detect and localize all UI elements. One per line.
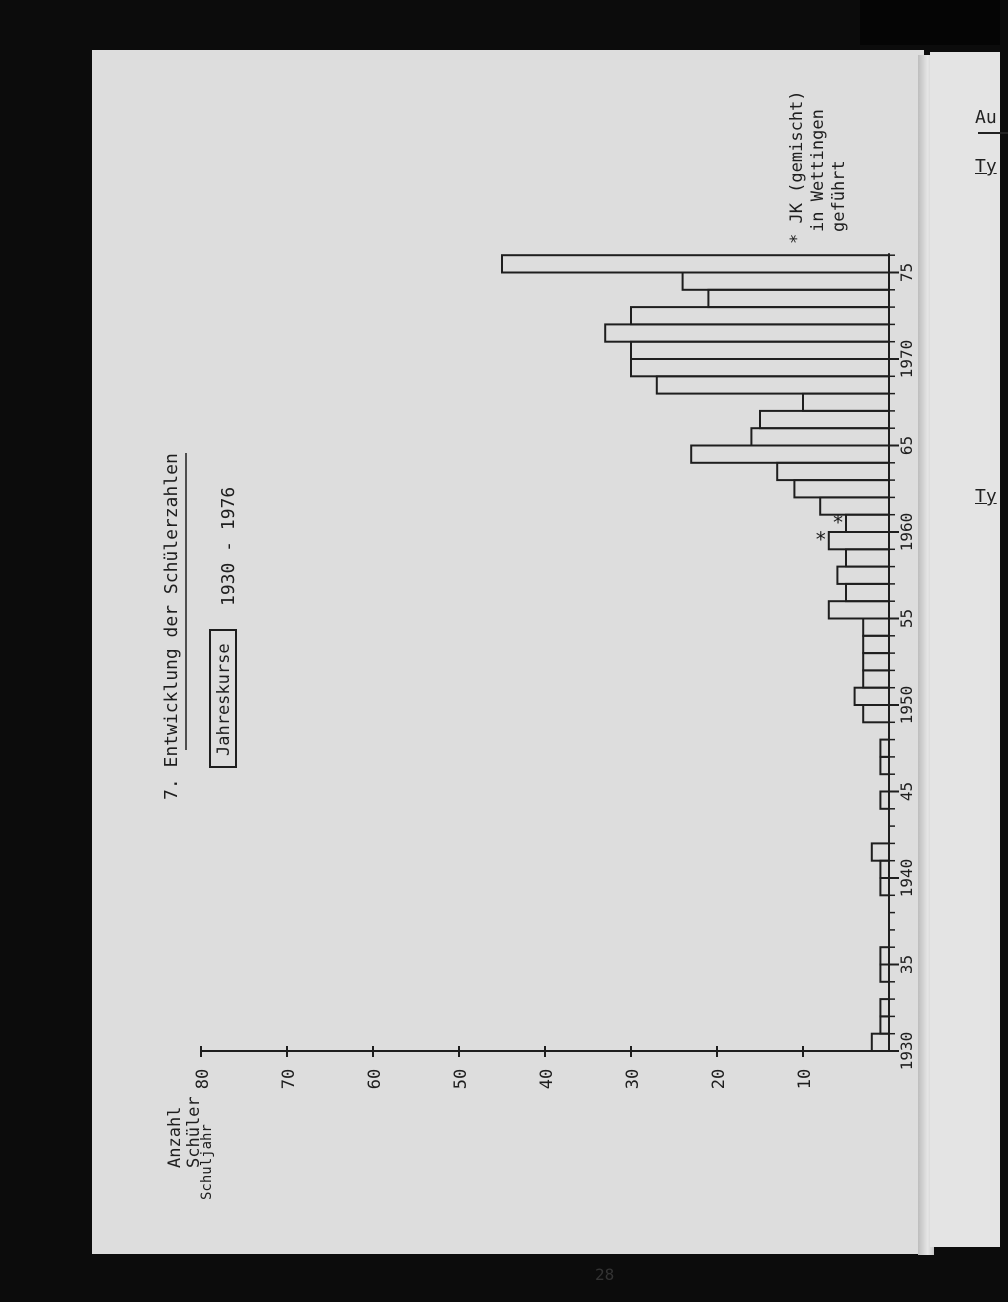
next-page-edge — [930, 52, 1000, 1247]
page-number: 28 — [595, 1265, 615, 1284]
bar-1935 — [880, 947, 889, 964]
bar-1951 — [863, 670, 889, 687]
value-tick-label: 30 — [623, 1068, 643, 1090]
bar-1941 — [872, 843, 889, 860]
bar-1964 — [691, 446, 889, 463]
bar-1952 — [863, 653, 889, 670]
footnote-line-3: geführt — [829, 160, 849, 232]
year-tick-label: 1950 — [897, 685, 916, 725]
bar-1940 — [880, 861, 889, 878]
xlabel: Schuljahr — [199, 1124, 215, 1200]
year-tick-label: 1970 — [897, 339, 916, 379]
bar-1932 — [880, 999, 889, 1016]
value-tick-label: 20 — [709, 1068, 729, 1090]
bar-1965 — [751, 428, 889, 445]
bar-1963 — [777, 463, 889, 480]
next-page-fragment: Ty — [975, 156, 997, 177]
bar-1930 — [872, 1034, 889, 1051]
next-page-rule — [978, 132, 1008, 134]
subtitle-range: 1930 - 1976 — [218, 486, 239, 606]
bar-1962 — [794, 480, 889, 497]
bar-1974 — [683, 273, 889, 290]
bar-1931 — [880, 1016, 889, 1033]
bar-1960 — [846, 515, 889, 532]
value-tick-label: 10 — [795, 1068, 815, 1090]
bar-1966 — [760, 411, 889, 428]
year-tick-label: 35 — [897, 954, 916, 975]
bar-1969 — [631, 359, 889, 376]
bar-1954 — [863, 619, 889, 636]
bar-1950 — [855, 688, 889, 705]
value-tick-label: 70 — [279, 1068, 299, 1090]
bar-1975 — [502, 255, 889, 272]
value-tick-label: 60 — [365, 1068, 385, 1090]
value-tick-label: 50 — [451, 1068, 471, 1090]
bar-1961 — [820, 497, 889, 514]
ylabel-line-1: Anzahl — [165, 1106, 185, 1168]
chart — [92, 50, 924, 1254]
scanner-edge — [860, 0, 1000, 45]
bar-1947 — [880, 740, 889, 757]
bar-1959 — [829, 532, 889, 549]
value-tick-label: 80 — [193, 1068, 213, 1090]
subtitle-box-label: Jahreskurse — [214, 643, 234, 756]
ylabel-line-2: Schüler — [184, 1096, 204, 1168]
year-tick-label: 55 — [897, 608, 916, 629]
next-page-fragment: Au — [975, 107, 997, 128]
bar-1973 — [708, 290, 889, 307]
bar-1957 — [837, 567, 889, 584]
bar-1934 — [880, 965, 889, 982]
document-page — [92, 50, 924, 1284]
bar-1971 — [605, 324, 889, 341]
year-tick-label: 1930 — [897, 1031, 916, 1071]
footnote-line-2: in Wettingen — [808, 109, 828, 232]
bar-1949 — [863, 705, 889, 722]
bar-1967 — [803, 394, 889, 411]
star-marker: * — [831, 510, 845, 535]
year-tick-label: 45 — [897, 781, 916, 802]
bar-1955 — [829, 601, 889, 618]
chart-title: 7. Entwicklung der Schülerzahlen — [161, 453, 182, 800]
bar-1970 — [631, 342, 889, 359]
bar-1958 — [846, 549, 889, 566]
bar-1944 — [880, 792, 889, 809]
footnote-line-1: * JK (gemischt) — [787, 90, 807, 244]
bar-1956 — [846, 584, 889, 601]
value-tick-label: 40 — [537, 1068, 557, 1090]
year-tick-label: 65 — [897, 435, 916, 456]
year-tick-label: 75 — [897, 262, 916, 283]
star-marker: * — [814, 527, 827, 552]
bar-1972 — [631, 307, 889, 324]
bar-1953 — [863, 636, 889, 653]
year-tick-label: 1960 — [897, 512, 916, 552]
year-tick-label: 1940 — [897, 858, 916, 898]
bar-1968 — [657, 376, 889, 393]
next-page-fragment: Ty — [975, 486, 997, 507]
bar-1939 — [880, 878, 889, 895]
bar-1946 — [880, 757, 889, 774]
